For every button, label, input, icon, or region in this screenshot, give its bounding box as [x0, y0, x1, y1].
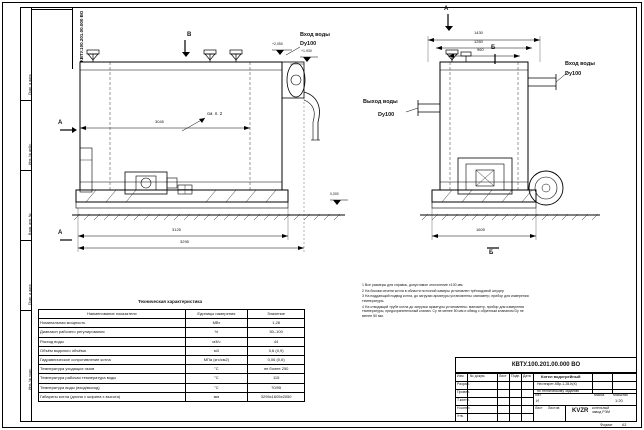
- spec-cell: °C: [185, 383, 248, 392]
- company-subtitle: [592, 407, 610, 414]
- spec-cell: 115: [248, 374, 305, 383]
- spec-header-cell: Наименование показателя: [39, 310, 186, 319]
- elevation-1930: +1,930: [301, 49, 312, 53]
- format-value: A3: [622, 423, 627, 427]
- stamp-v-company: [565, 405, 566, 422]
- left-margin-label-1: Инв. № дубл.: [28, 143, 32, 165]
- section-mark-b-right-lower: Б: [489, 250, 494, 256]
- spec-cell: Температура рабочая температура воды: [39, 374, 186, 383]
- stamp-object-line3: по техническому заданию: [537, 389, 580, 393]
- spec-header-cell: Единицы измерения: [185, 310, 248, 319]
- spec-cell: м3: [185, 346, 248, 355]
- callout-outlet-right-label: Выход воды: [363, 99, 398, 105]
- spec-cell: 3295х1605х2050: [248, 392, 305, 401]
- stamp-h5: [455, 413, 533, 414]
- section-mark-a-left-lower: А: [58, 230, 63, 236]
- table-row: [39, 374, 305, 383]
- dim-960: 960: [477, 47, 484, 52]
- stamp-lit-value: И: [536, 398, 539, 403]
- stamp-col-docnum: № докум.: [470, 374, 486, 378]
- spec-cell: МПа (кгс/см2): [185, 355, 248, 364]
- spec-cell: 1,28: [248, 319, 305, 328]
- dim-3045: 3045: [155, 119, 164, 124]
- spec-table: [38, 309, 305, 402]
- stamp-col-izm: Изм: [457, 374, 464, 378]
- section-mark-b-left: В: [187, 32, 192, 38]
- spec-cell: МВт: [185, 319, 248, 328]
- section-mark-b-right: Б: [491, 45, 496, 51]
- table-row: [39, 392, 305, 401]
- spec-cell: Расход воды: [39, 337, 186, 346]
- spec-cell: Объём водяного объёма: [39, 346, 186, 355]
- note-item: 2 На бокови сечени котла в области поточной камеры установлен трёхходовой штуцер: [362, 288, 504, 293]
- left-margin-label-4: Инв. № подл.: [28, 368, 32, 390]
- stamp-v6: [592, 373, 593, 393]
- dim-1430: 1430: [474, 30, 483, 35]
- table-row: [39, 383, 305, 392]
- stamp-role-utv: Утв.: [457, 414, 464, 418]
- stamp-role-razrab: Разраб.: [457, 382, 470, 386]
- table-row: [39, 355, 305, 364]
- dim-1260: 1260: [474, 39, 483, 44]
- elevation-2050: +2,050: [272, 42, 283, 46]
- notes-block: [362, 284, 630, 319]
- company-sub-line1: котельный: [592, 406, 610, 410]
- note-item: 4 На отводящий трубе котла до загрузки арматуры установлены: манометр, прибор для измерения: [362, 304, 524, 309]
- spec-cell: 44: [248, 337, 305, 346]
- section-mark-a-left: А: [58, 120, 63, 126]
- spec-cell: 0,6 (0,9): [248, 346, 305, 355]
- table-row: [39, 365, 305, 374]
- stamp-role-tkontr: Т.контр.: [457, 398, 470, 402]
- spec-cell: °C: [185, 365, 248, 374]
- note-item: менее 50 мм.: [362, 314, 384, 319]
- sheet-code-vertical: КВТУ.100.201.00.000 ВО: [79, 10, 84, 62]
- dim-3295: 3295: [180, 239, 189, 244]
- spec-cell: Габариты котла (длина х ширина х высота): [39, 392, 186, 401]
- callout-inlet-left-sub: Dy100: [300, 41, 317, 47]
- callout-inlet-right-sub: Dy100: [565, 71, 582, 77]
- spec-cell: 50–100: [248, 328, 305, 337]
- spec-cell: Температура воды (вход/выход): [39, 383, 186, 392]
- company-logo: KVZR: [572, 408, 589, 414]
- spec-cell: 0,06 (0,6): [248, 355, 305, 364]
- spec-cell: °C: [185, 374, 248, 383]
- stamp-sheets-label: Листов: [548, 406, 560, 410]
- stamp-role-prover: Провер.: [457, 390, 471, 394]
- dim-1605: 1605: [476, 227, 485, 232]
- note-item: температуры.: [362, 299, 385, 304]
- spec-cell: Гидравлическое сопротивление котла: [39, 355, 186, 364]
- company-sub-line2: завод РЭМ: [592, 409, 611, 414]
- table-row: [39, 337, 305, 346]
- format-label: Формат: [600, 423, 613, 427]
- spec-header-cell: Значение: [248, 310, 305, 319]
- elevation-0000: 0,000: [330, 192, 339, 196]
- spec-cell: %: [185, 328, 248, 337]
- callout-inlet-right-label: Вход воды: [565, 61, 595, 67]
- stamp-col-podp: Подп.: [511, 374, 521, 378]
- dim-3125: 3125: [172, 227, 181, 232]
- stamp-role-nkontr: Н.контр.: [457, 406, 471, 410]
- stamp-mass-label: Масса: [594, 393, 605, 397]
- callout-outlet-right-sub: Dy100: [378, 112, 395, 118]
- note-item: температуры, предохранительный клапан. Су не менее 50 мм и обвод с обратным клапаном Dу не: [362, 309, 524, 314]
- stamp-object-line1: Котел водогрейный: [541, 374, 581, 379]
- table-row: [39, 319, 305, 328]
- spec-header-row: [39, 310, 305, 319]
- stamp-scale-value: 1:20: [615, 398, 623, 403]
- title-block-code: КВТУ.100.201.00.000 ВО: [511, 362, 581, 368]
- stamp-sheet-label: Лист: [535, 406, 543, 410]
- note-item: 3 На поддающий подвод котла, до загрузки арматуры установлены: манометр, прибор для измерения: [362, 294, 529, 299]
- stamp-scale-label: Масштаб: [613, 393, 628, 397]
- callout-see-note-2: см. п. 2: [207, 111, 223, 116]
- left-margin-label-0: Подп. и дата: [28, 74, 32, 95]
- stamp-lit-label: Лит.: [535, 393, 542, 397]
- spec-cell: Диапазон рабочего регулирования: [39, 328, 186, 337]
- spec-cell: Номинальная мощность: [39, 319, 186, 328]
- table-row: [39, 346, 305, 355]
- left-margin-label-2: Взам. инв. №: [28, 213, 32, 235]
- left-margin-label-3: Подп. и дата: [28, 284, 32, 305]
- spec-cell: мм: [185, 392, 248, 401]
- table-row: [39, 328, 305, 337]
- spec-cell: м3/ч: [185, 337, 248, 346]
- spec-cell: Температура уходящих газов: [39, 365, 186, 374]
- stamp-col-list: Лист: [499, 374, 507, 378]
- callout-inlet-left-label: Вход воды: [300, 32, 330, 38]
- note-item: 1 Все размеры для справок, допустимое отклонение ±100 мм.: [362, 283, 464, 287]
- stamp-col-data: Дата: [523, 374, 531, 378]
- section-mark-a-right: А: [444, 6, 449, 12]
- stamp-object-line2: Неотекрет-КВр-1,28-К(К): [537, 382, 577, 386]
- spec-table-title: Техническая характеристика: [137, 299, 203, 304]
- spec-cell: не более 250: [248, 365, 305, 374]
- stamp-v7: [612, 373, 613, 393]
- spec-cell: 70/95: [248, 383, 305, 392]
